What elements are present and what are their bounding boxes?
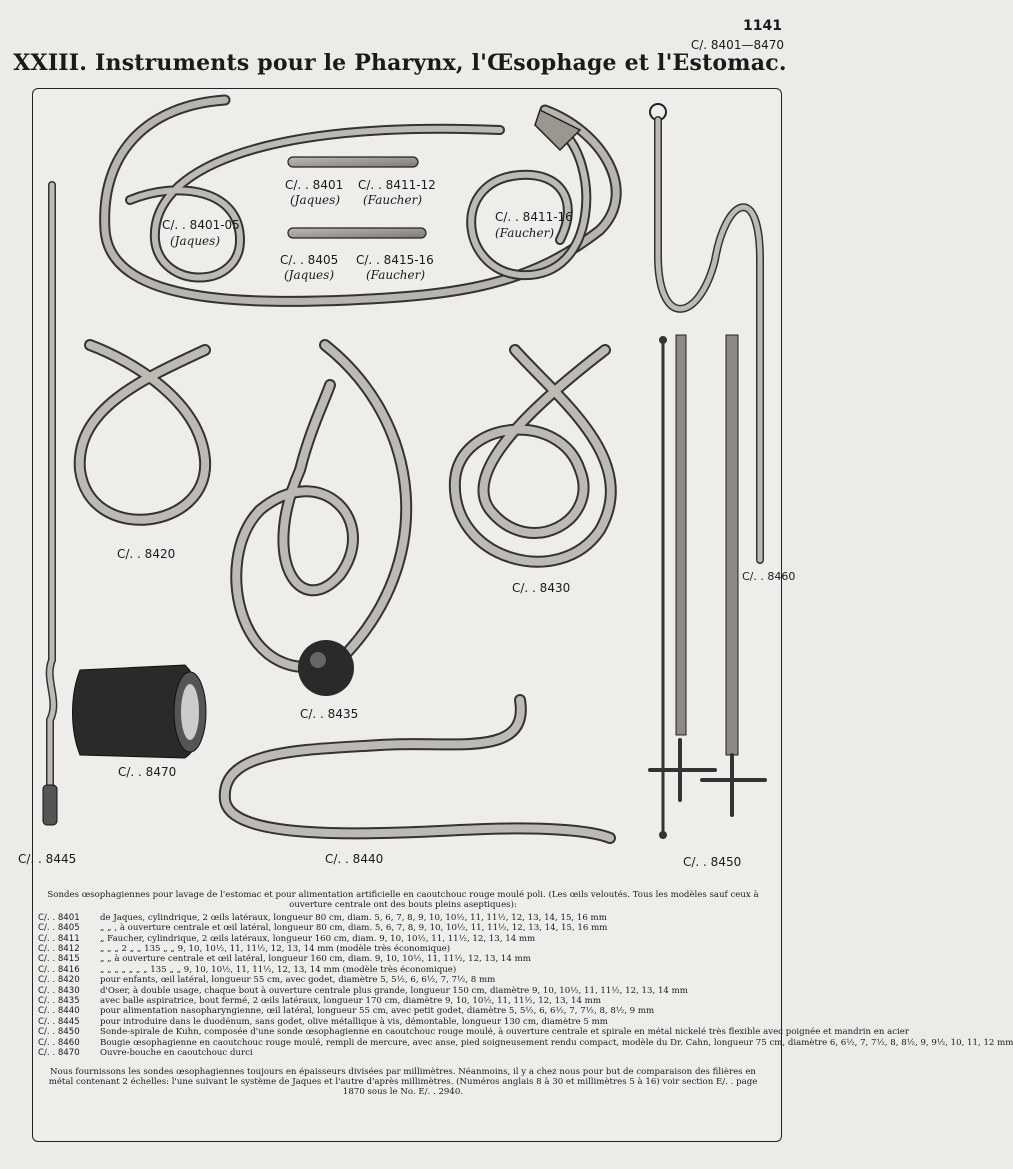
tube-8411-16-loop <box>471 130 586 275</box>
product-row <box>38 1027 909 1038</box>
label-8411-16-name: (Faucher) <box>495 226 555 240</box>
tube-sample-8405 <box>288 228 426 238</box>
product-row <box>38 944 768 954</box>
product-row <box>38 1017 768 1027</box>
label-8440: C/. . 8440 <box>325 852 384 866</box>
tube-8430 <box>455 350 611 562</box>
product-text: Ouvre-bouche en caoutchouc durci <box>100 1048 253 1059</box>
catalog-range: C/. 8401—8470 <box>690 38 784 52</box>
product-code: C/. . 8415 <box>38 954 80 965</box>
product-row <box>38 986 768 996</box>
product-code: C/. . 8411 <box>38 933 80 944</box>
label-8411-12-name: (Faucher) <box>363 193 423 207</box>
product-row <box>38 923 768 933</box>
label-8450: C/. . 8450 <box>683 855 742 869</box>
tube-sample-8401 <box>288 157 418 167</box>
tube-8445 <box>50 185 54 790</box>
product-text: d'Oser, à double usage, chaque bout à ouverture centrale plus grande, longueur 150 cm, diamètre 9, 10, 10½, 11, 11½, 12, 13, 14 mm <box>100 985 688 996</box>
product-row <box>38 1006 768 1016</box>
handle-8450-b <box>702 755 765 815</box>
label-8445: C/. . 8445 <box>18 852 77 866</box>
product-text: Sonde-spirale de Kuhn, composée d'une sonde œsophagienne en caoutchouc rouge moulé, à ouverture centrale et spirale en métal nickelé très flexible avec poignée et mandrin en acier <box>100 1027 909 1038</box>
page-title: XXIII. Instruments pour le Pharynx, l'Œsophage et l'Estomac. <box>13 50 787 76</box>
product-code: C/. . 8440 <box>38 1006 80 1017</box>
label-8460: C/. . 8460 <box>742 570 796 583</box>
label-8435: C/. . 8435 <box>300 707 359 721</box>
description-intro: Sondes œsophagiennes pour lavage de l'estomac et pour alimentation artificielle en caoutchouc rouge moulé poli. (Les œils veloutés. Tous les modèles sauf ceux à ouverture centrale ont des bouts pleins aseptiques): <box>47 890 759 911</box>
product-code: C/. . 8460 <box>38 1037 80 1048</box>
product-code: C/. . 8416 <box>38 964 80 975</box>
page-number: 1141 <box>743 18 782 34</box>
product-row <box>38 1048 768 1058</box>
label-8401-05-name: (Jaques) <box>170 234 220 248</box>
label-8401-name: (Jaques) <box>290 193 340 207</box>
product-text: pour enfants, œil latéral, longueur 55 cm, avec godet, diamètre 5, 5½, 6, 6½, 7, 7½, 8 mm <box>100 975 496 986</box>
product-row <box>38 1037 1013 1048</box>
label-8411-12: C/. . 8411-12 <box>358 178 436 192</box>
product-code: C/. . 8435 <box>38 996 80 1007</box>
product-code: C/. . 8430 <box>38 985 80 996</box>
product-code: C/. . 8412 <box>38 944 80 955</box>
bougie-8460 <box>650 104 760 560</box>
spiral-8450-b <box>726 335 738 755</box>
product-row <box>38 934 768 944</box>
product-text: de Jaques, cylindrique, 2 œils latéraux, longueur 80 cm, diam. 5, 6, 7, 8, 9, 10, 10½, 11, 11½, 12, 13, 14, 15, 16 mm <box>100 912 607 923</box>
label-8405: C/. . 8405 <box>280 253 339 267</box>
aspiration-ball-8435 <box>298 640 354 696</box>
product-code: C/. . 8420 <box>38 975 80 986</box>
product-row <box>38 975 768 985</box>
olive-8445 <box>43 785 57 825</box>
tube-8440 <box>225 700 610 838</box>
label-8405-name: (Jaques) <box>284 268 334 282</box>
tube-8435 <box>236 345 406 667</box>
label-8420: C/. . 8420 <box>117 547 176 561</box>
product-text: avec balle aspiratrice, bout fermé, 2 œils latéraux, longueur 170 cm, diamètre 9, 10, 10½, 11, 11½, 12, 13, 14 mm <box>100 996 601 1007</box>
product-text: „ „ „ 2 „ „ 135 „ „ 9, 10, 10½, 11, 11½, 12, 13, 14 mm (modèle très économique) <box>100 944 451 955</box>
product-row <box>38 913 768 923</box>
product-code: C/. . 8405 <box>38 923 80 934</box>
product-text: Bougie œsophagienne en caoutchouc rouge moulé, rempli de mercure, avec anse, pied soigneusement rendu compact, modèle du Dr. Cahn, longueur 75 cm, diamètre 6, 6½, 7, 7½, 8, 8½, 9, 9½, 10, 11, 12 mm <box>100 1037 1013 1048</box>
sizing-note: Nous fournissons les sondes œsophagiennes toujours en épaisseurs divisées par millimètres. Néanmoins, il y a chez nous pour but de comparaison des filières en métal contenant 2 échelles: l'une suivant le système de Jaques et l'autre d'après millimètres. (Numéros anglais 8 à 30 et millimètres 5 à 16) voir section E/. . page 1870 sous le No. E/. . 2940. <box>48 1066 758 1098</box>
product-list <box>38 912 1013 1059</box>
product-code: C/. . 8401 <box>38 912 80 923</box>
label-8411-16: C/. . 8411-16 <box>495 210 573 224</box>
product-text: „ „ „ „ „ „ „ 135 „ „ 9, 10, 10½, 11, 11½, 12, 13, 14 mm (modèle très économique) <box>100 964 457 975</box>
handle-8450-a <box>650 740 715 800</box>
label-8470: C/. . 8470 <box>118 765 177 779</box>
product-text: pour alimentation nasopharyngienne, œil latéral, longueur 55 cm, avec petit godet, diamètre 5, 5½, 6, 6½, 7, 7½, 8, 8½, 9 mm <box>100 1006 655 1017</box>
spiral-8450-a <box>676 335 686 735</box>
product-code: C/. . 8450 <box>38 1027 80 1038</box>
mouth-opener-8470 <box>73 665 207 758</box>
label-8415-16-name: (Faucher) <box>366 268 426 282</box>
product-text: „ „ , à ouverture centrale et œil latéral, longueur 80 cm, diam. 5, 6, 7, 8, 9, 10, 10½, 11, 11½, 12, 13, 14, 15, 16 mm <box>100 923 608 934</box>
product-code: C/. . 8470 <box>38 1048 80 1059</box>
product-row <box>38 965 768 975</box>
product-code: C/. . 8445 <box>38 1016 80 1027</box>
label-8415-16: C/. . 8415-16 <box>356 253 434 267</box>
product-text: „ „ à ouverture centrale et œil latéral, longueur 160 cm, diam. 9, 10, 10½, 11, 11½, 12, 13, 14 mm <box>100 954 531 965</box>
product-description <box>38 890 1013 1098</box>
label-8430: C/. . 8430 <box>512 581 571 595</box>
product-text: „ Faucher, cylindrique, 2 œils latéraux, longueur 160 cm, diam. 9, 10, 10½, 11, 11½, 12, 13, 14 mm <box>100 933 536 944</box>
tube-8420 <box>80 345 205 520</box>
label-8401: C/. . 8401 <box>285 178 344 192</box>
product-row <box>38 996 768 1006</box>
product-row <box>38 954 768 964</box>
label-8401-05: C/. . 8401-05 <box>162 218 240 232</box>
product-text: pour introduire dans le duodénum, sans godet, olive métallique à vis, démontable, longueur 130 cm, diamètre 5 mm <box>100 1016 608 1027</box>
